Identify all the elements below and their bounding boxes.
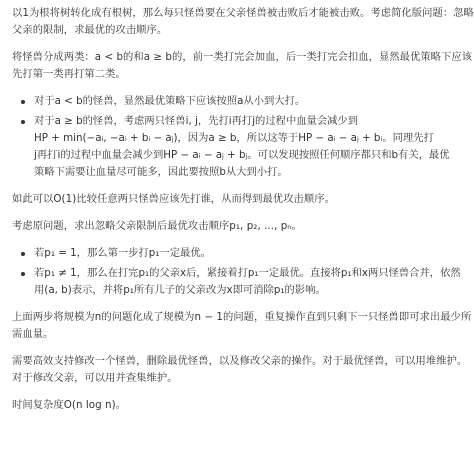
list-item [34, 93, 466, 110]
list-item [34, 245, 466, 262]
text-line: 若p₁ = 1，那么第一步打p₁一定最优。 [34, 247, 211, 259]
text-line: 策略下需要让血量尽可能多，因此要按照b从大到小打。 [34, 166, 288, 178]
list-item [34, 113, 466, 181]
text-line: 父亲的限制，求最优的攻击顺序。 [12, 24, 168, 36]
text-line: 需要高效支持修改一个怪兽，删除最优怪兽，以及修改父亲的操作。对于最优怪兽，可以用堆维护。 [12, 355, 468, 367]
text-line: 以1为根将树转化成有根树，那么每只怪兽要在父亲怪兽被击败后才能被击败。考虑简化版问题：忽略 [12, 7, 474, 19]
paragraph-original-problem [12, 218, 466, 235]
text-line: 对于修改父亲，可以用并查集维护。 [12, 372, 178, 384]
text-line: 如此可以O(1)比较任意两只怪兽应该先打谁，从而得到最优攻击顺序。 [12, 193, 335, 205]
paragraph-intro [12, 5, 474, 39]
paragraph-reduction [12, 309, 472, 343]
paragraph-compare [12, 191, 466, 208]
text-line: 先打第一类再打第二类。 [12, 68, 126, 80]
text-line: HP + min(−aᵢ, −aᵢ + bᵢ − aⱼ)，因为a ≥ b，所以这等于HP − aᵢ − aⱼ + bᵢ。同理先打 [34, 132, 434, 144]
paragraph-complexity [12, 397, 466, 414]
list-item [34, 265, 466, 299]
bullet-list-strategies [12, 93, 466, 181]
text-line: 对于a ≥ b的怪兽，考虑两只怪兽i, j，先打i再打j的过程中血量会减少到 [34, 115, 359, 127]
text-line: 上面两步将规模为n的问题化成了规模为n − 1的问题，重复操作直到只剩下一只怪兽即可求出最少所 [12, 311, 472, 323]
paragraph-data-structures [12, 353, 466, 387]
text-line: 对于a < b的怪兽，显然最优策略下应该按照a从小到大打。 [34, 95, 306, 107]
paragraph-classification [12, 49, 473, 83]
text-line: 时间复杂度O(n log n)。 [12, 399, 127, 411]
bullet-list-cases [12, 245, 466, 299]
text-line: j再打i的过程中血量会减少到HP − aᵢ − aⱼ + bⱼ。可以发现按照任何顺序都只和b有关，最优 [34, 149, 450, 161]
text-line: 用(a, b)表示，并将p₁所有儿子的父亲改为x即可消除p₁的影响。 [34, 284, 326, 296]
text-line: 考虑原问题，求出忽略父亲限制后最优攻击顺序p₁, p₂, ..., pₙ。 [12, 220, 302, 232]
text-line: 若p₁ ≠ 1，那么在打完p₁的父亲x后，紧接着打p₁一定最优。直接将p₁和x两只怪兽合并，依然 [34, 267, 461, 279]
text-line: 需血量。 [12, 328, 54, 340]
text-line: 将怪兽分成两类：a < b的和a ≥ b的，前一类打完会加血，后一类打完会扣血，显然最优策略下应该 [12, 51, 473, 63]
